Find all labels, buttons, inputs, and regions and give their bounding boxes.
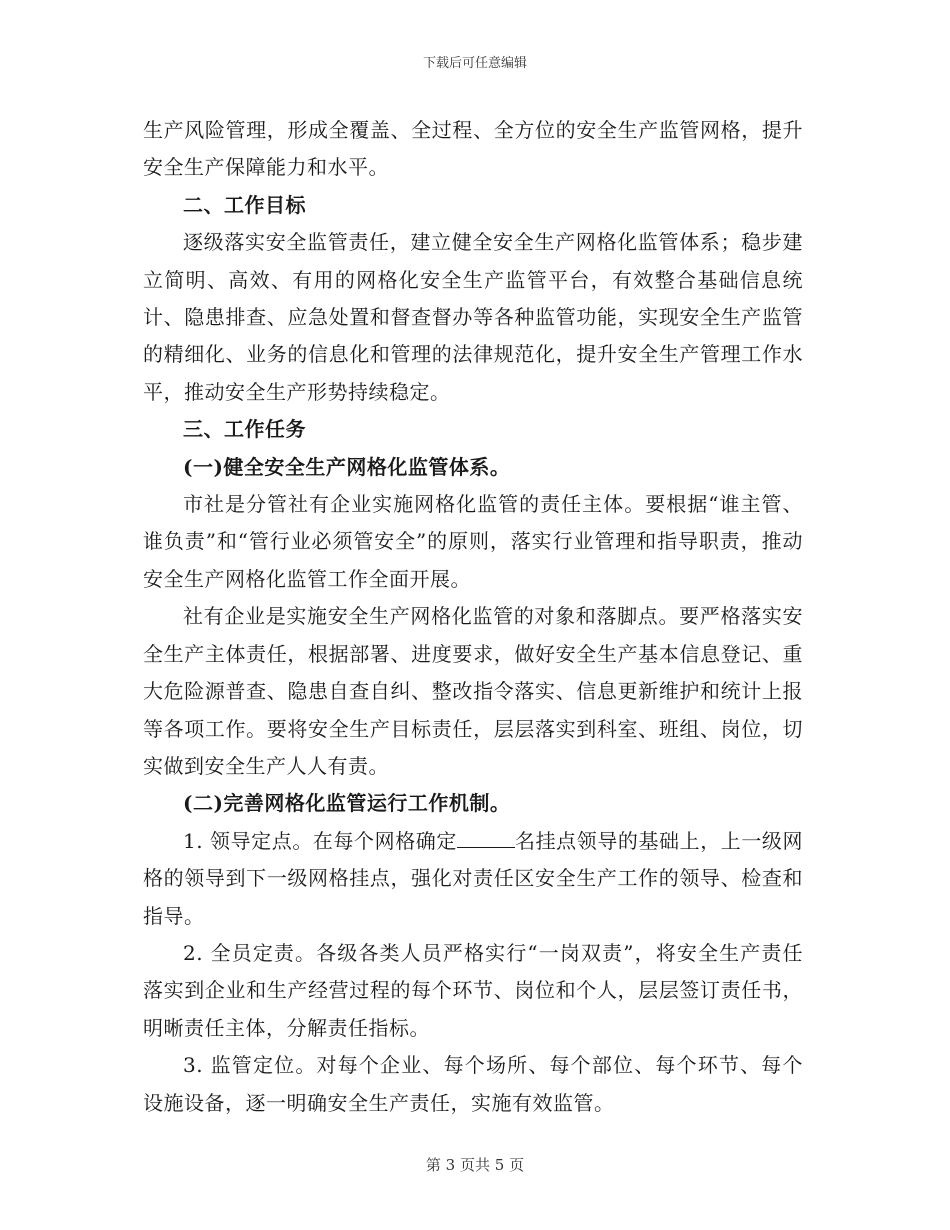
leader-point-text-b: 名挂点领导的基础上，上一级网格的领导到下一级网格挂点，强化对责任区安全生产工作的领导、检查和指导。 xyxy=(143,828,803,928)
paragraph-all-staff: 2. 全员定责。各级各类人员严格实行“一岗双责”，将安全生产责任落实到企业和生产经营过程的每个环节、岗位和个人，层层签订责任书，明晰责任主体，分解责任指标。 xyxy=(143,940,803,1040)
section-heading-tasks: 三、工作任务 xyxy=(183,417,306,442)
page-header: 下载后可任意编辑 xyxy=(422,56,527,71)
paragraph-enterprises: 社有企业是实施安全生产网格化监管的对象和落脚点。要严格落实安全生产主体责任，根据部署、进度要求，做好安全生产基本信息登记、重大危险源普查、隐患自查自纠、整改指令落实、信息更新维护和统计上报等各项工作。要将安全生产目标责任，层层落实到科室、班组、岗位，切实做到安全生产人人有责。 xyxy=(143,604,803,778)
page-footer: 第 3 页共 5 页 xyxy=(425,1156,525,1174)
fill-in-blank xyxy=(457,829,515,848)
paragraph-supervision: 3. 监管定位。对每个企业、每个场所、每个部位、每个环节、每个设施设备，逐一明确安全生产责任，实施有效监管。 xyxy=(143,1053,803,1115)
document-body xyxy=(143,112,803,1122)
subsection-heading-mechanism: (二)完善网格化监管运行工作机制。 xyxy=(183,791,511,816)
paragraph-city-society: 市社是分管社有企业实施网格化监管的责任主体。要根据“谁主管、谁负责”和“管行业必须管安全”的原则，落实行业管理和指导职责，推动安全生产网格化监管工作全面开展。 xyxy=(143,492,803,591)
paragraph-goals: 逐级落实安全监管责任，建立健全安全生产网格化监管体系；稳步建立简明、高效、有用的网格化安全生产监管平台，有效整合基础信息统计、隐患排查、应急处置和督查督办等各种监管功能，实现安全生产监管的精细化、业务的信息化和管理的法律规范化，提升安全生产管理工作水平，推动安全生产形势持续稳定。 xyxy=(143,230,803,404)
leader-point-text-a: 1. 领导定点。在每个网格确定 xyxy=(183,828,457,853)
paragraph-leader-point xyxy=(143,823,803,935)
paragraph-continued: 生产风险管理，形成全覆盖、全过程、全方位的安全生产监管网格，提升安全生产保障能力和水平。 xyxy=(143,118,803,180)
section-heading-goals: 二、工作目标 xyxy=(183,192,306,217)
subsection-heading-system: (一)健全安全生产网格化监管体系。 xyxy=(183,454,511,479)
